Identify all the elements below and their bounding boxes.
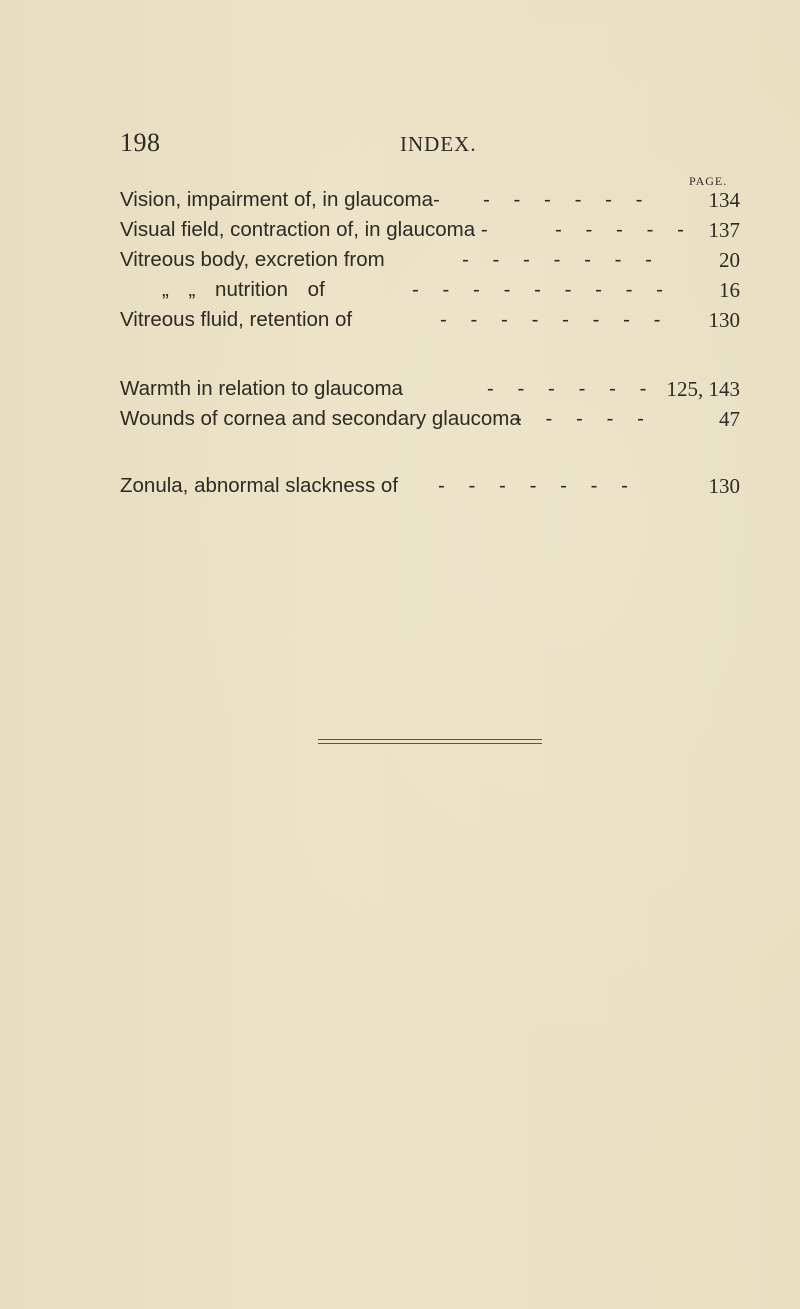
entry-text: Warmth in relation to glaucoma — [120, 377, 403, 400]
page-number: 198 — [120, 128, 161, 157]
entry-page: 125, 143 — [666, 377, 740, 401]
index-entry — [120, 275, 740, 305]
end-rule-top — [318, 739, 542, 740]
page-column-label: PAGE. — [689, 174, 728, 188]
entry-page: 137 — [708, 218, 740, 242]
entry-text: Wounds of cornea and secondary glaucoma — [120, 407, 521, 430]
entry-text: Vitreous fluid, retention of — [120, 308, 353, 331]
entry-page: 134 — [708, 188, 740, 212]
index-entry — [120, 374, 740, 404]
index-entry — [120, 245, 740, 275]
entry-page: 130 — [708, 474, 740, 498]
page-header — [120, 128, 500, 168]
entry-text: Zonula, abnormal slackness of — [120, 474, 399, 497]
entry-leader: - - - - - - — [483, 188, 652, 211]
entry-page: 47 — [719, 407, 740, 431]
index-entry — [120, 215, 740, 245]
index-entry — [120, 471, 740, 501]
entry-page: 16 — [719, 278, 740, 302]
entry-leader: - - - - - — [555, 218, 693, 241]
entry-text: Visual field, contraction of, in glaucoma - — [120, 218, 488, 241]
entry-page: 130 — [708, 308, 740, 332]
end-rule-bottom — [318, 743, 542, 744]
index-entry — [120, 404, 740, 434]
entry-leader: - - - - - - - - — [440, 308, 670, 331]
entry-leader: - - - - - - - — [462, 248, 661, 271]
entry-page: 20 — [719, 248, 740, 272]
entry-leader: - - - - - - — [487, 377, 656, 400]
entry-text: „ „ nutrition of — [162, 278, 325, 301]
index-entry — [120, 305, 740, 335]
index-entry — [120, 185, 740, 215]
entry-text: Vision, impairment of, in glaucoma- — [120, 188, 440, 211]
running-title: INDEX. — [400, 132, 477, 156]
entry-leader: - - - - - - - — [438, 474, 637, 497]
entry-leader: - - - - - — [515, 407, 653, 430]
entry-text: Vitreous body, excretion from — [120, 248, 385, 271]
entry-leader: - - - - - - - - - — [412, 278, 673, 301]
